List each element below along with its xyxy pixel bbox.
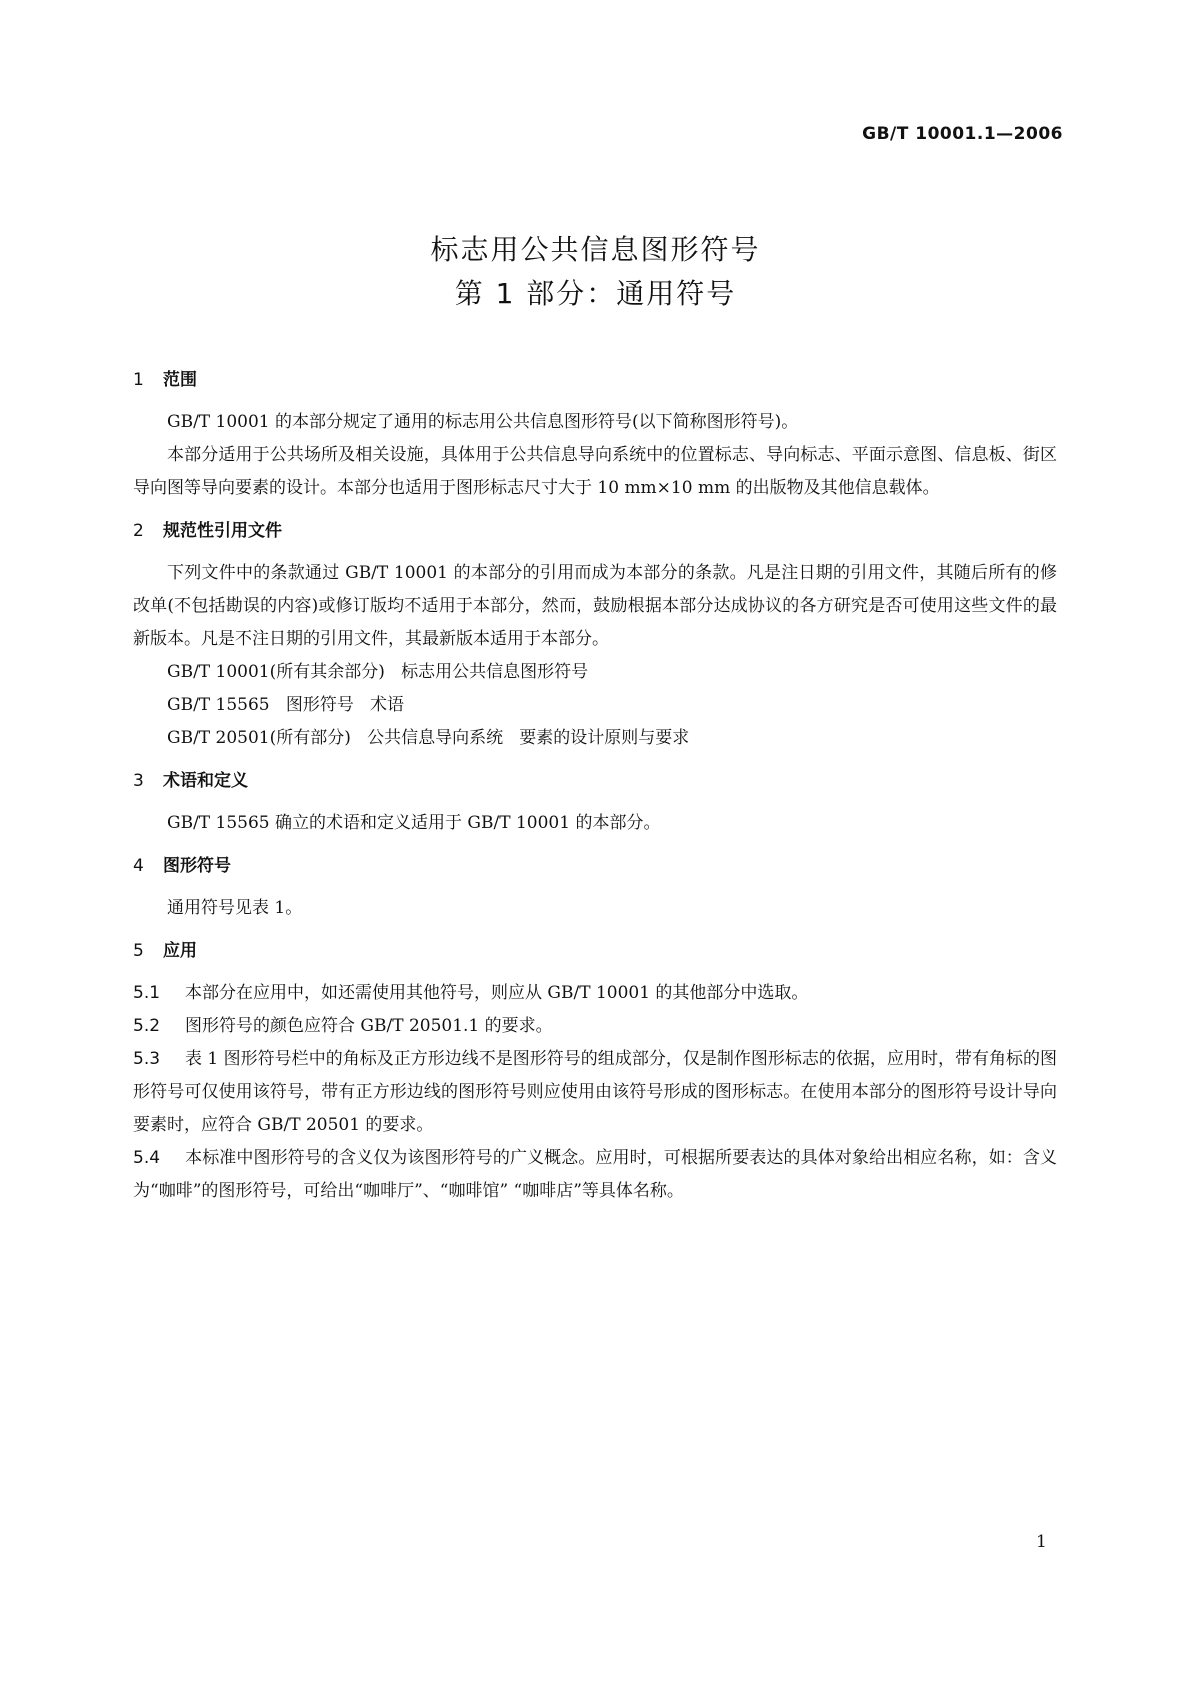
section-application bbox=[133, 939, 1057, 1208]
clause-number: 5.2 bbox=[133, 1016, 161, 1036]
standard-code: GB/T 10001.1—2006 bbox=[862, 124, 1063, 144]
section-title: 应用 bbox=[163, 941, 197, 961]
page-number: 1 bbox=[1036, 1532, 1047, 1552]
section-number: 1 bbox=[133, 370, 144, 390]
clause bbox=[133, 1142, 1057, 1208]
paragraph: 通用符号见表 1。 bbox=[167, 898, 303, 918]
section-title: 图形符号 bbox=[163, 856, 231, 876]
section-graphical-symbols bbox=[133, 854, 1057, 925]
paragraph: 本部分适用于公共场所及相关设施，具体用于公共信息导向系统中的位置标志、导向标志、平面示意图、信息板、街区导向图等导向要素的设计。本部分也适用于图形标志尺寸大于 10 mm×10 mm 的出版物及其他信息载体。 bbox=[133, 445, 1057, 498]
section-normative-references bbox=[133, 519, 1057, 755]
paragraph: GB/T 15565 确立的术语和定义适用于 GB/T 10001 的本部分。 bbox=[167, 813, 661, 833]
clause-text: 表 1 图形符号栏中的角标及正方形边线不是图形符号的组成部分，仅是制作图形标志的依据，应用时，带有角标的图形符号可仅使用该符号，带有正方形边线的图形符号则应使用由该符号形成的图形标志。在使用本部分的图形符号设计导向要素时，应符合 GB/T 20501 的要求。 bbox=[133, 1049, 1057, 1135]
paragraph: GB/T 10001 的本部分规定了通用的标志用公共信息图形符号(以下简称图形符号)。 bbox=[167, 412, 799, 432]
section-title: 术语和定义 bbox=[163, 771, 248, 791]
section-heading bbox=[133, 939, 1057, 963]
reference-item: GB/T 15565 图形符号 术语 bbox=[167, 695, 405, 715]
document-title: 标志用公共信息图形符号 bbox=[430, 233, 761, 266]
clause-text: 本部分在应用中，如还需使用其他符号，则应从 GB/T 10001 的其他部分中选取。 bbox=[185, 983, 809, 1003]
document-body bbox=[133, 368, 1057, 1222]
section-terms bbox=[133, 769, 1057, 840]
clause-number: 5.1 bbox=[133, 983, 161, 1003]
paragraph: 下列文件中的条款通过 GB/T 10001 的本部分的引用而成为本部分的条款。凡是注日期的引用文件，其随后所有的修改单(不包括勘误的内容)或修订版均不适用于本部分，然而，鼓励根据本部分达成协议的各方研究是否可使用这些文件的最新版本。凡是不注日期的引用文件，其最新版本适用于本部分。 bbox=[133, 563, 1057, 649]
section-heading bbox=[133, 769, 1057, 793]
clause bbox=[133, 1043, 1057, 1142]
section-number: 2 bbox=[133, 521, 144, 541]
reference-item: GB/T 20501(所有部分) 公共信息导向系统 要素的设计原则与要求 bbox=[167, 728, 690, 748]
section-number: 4 bbox=[133, 856, 144, 876]
clause-number: 5.3 bbox=[133, 1049, 161, 1069]
section-number: 5 bbox=[133, 941, 144, 961]
clause bbox=[133, 1010, 1057, 1043]
document-subtitle: 第 1 部分：通用符号 bbox=[454, 277, 737, 310]
section-heading bbox=[133, 519, 1057, 543]
section-scope bbox=[133, 368, 1057, 505]
clause-text: 图形符号的颜色应符合 GB/T 20501.1 的要求。 bbox=[185, 1016, 553, 1036]
section-heading bbox=[133, 854, 1057, 878]
section-title: 范围 bbox=[163, 370, 197, 390]
clause-number: 5.4 bbox=[133, 1148, 161, 1168]
section-title: 规范性引用文件 bbox=[163, 521, 282, 541]
clause bbox=[133, 977, 1057, 1010]
reference-item: GB/T 10001(所有其余部分) 标志用公共信息图形符号 bbox=[167, 662, 589, 682]
section-number: 3 bbox=[133, 771, 144, 791]
section-heading bbox=[133, 368, 1057, 392]
clause-text: 本标准中图形符号的含义仅为该图形符号的广义概念。应用时，可根据所要表达的具体对象给出相应名称，如：含义为“咖啡”的图形符号，可给出“咖啡厅”、“咖啡馆” “咖啡店”等具体名称。 bbox=[133, 1148, 1057, 1201]
